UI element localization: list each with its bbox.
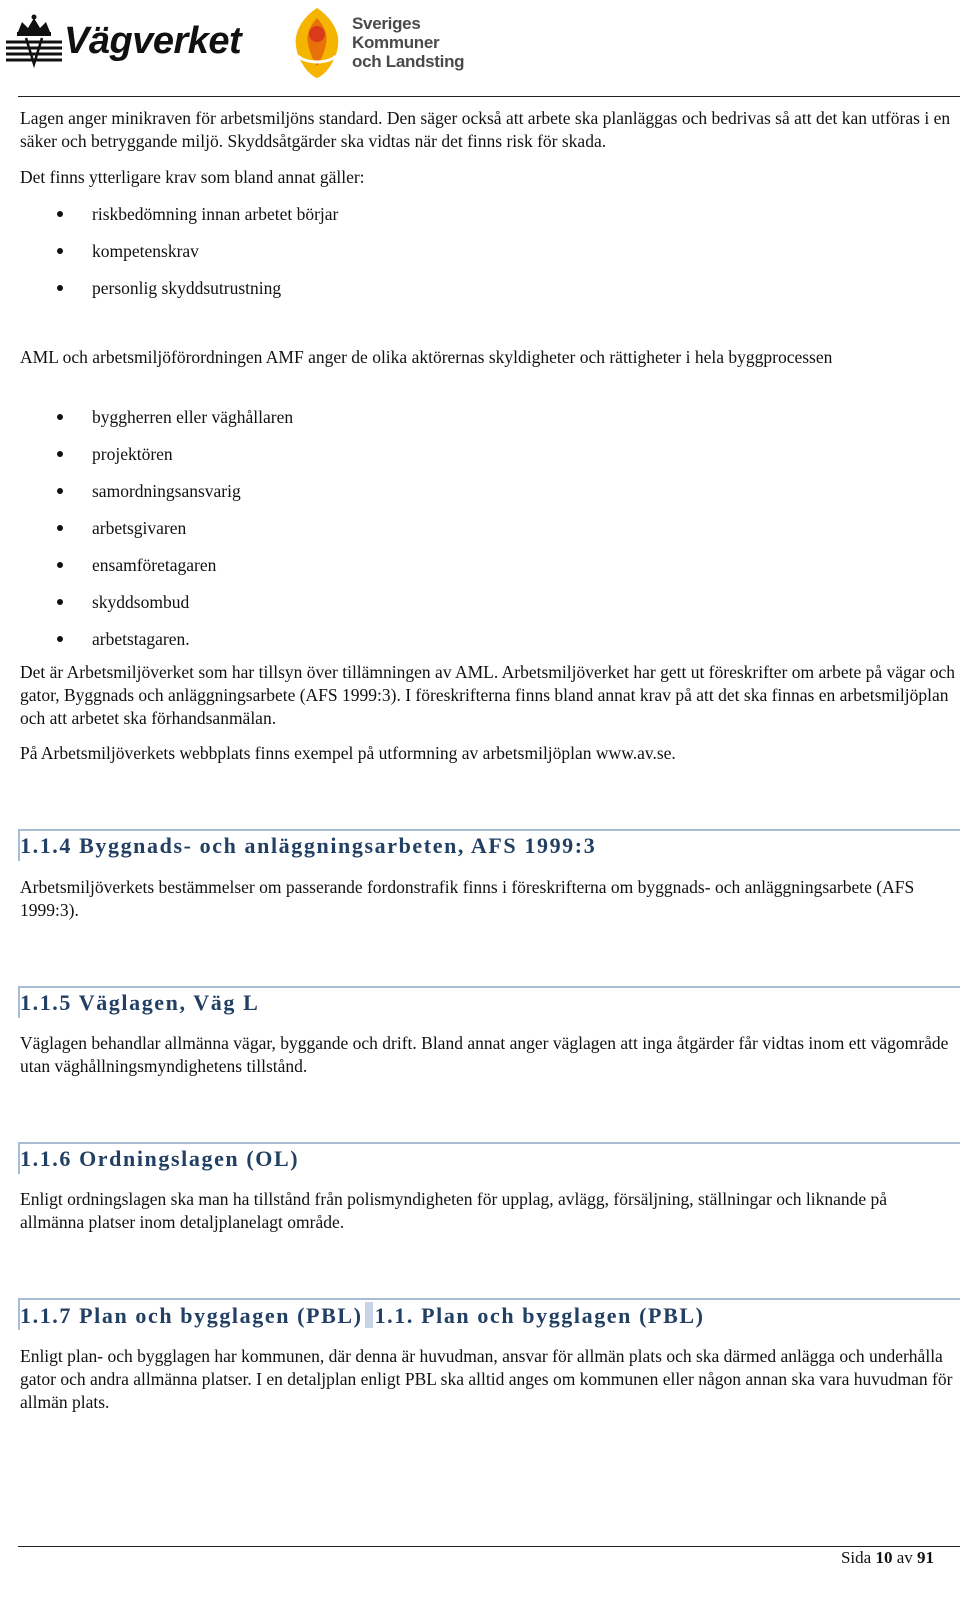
requirements-list xyxy=(56,203,338,314)
bullet-icon xyxy=(57,211,63,217)
bullet-icon xyxy=(57,525,63,531)
list-item xyxy=(56,443,293,480)
bullet-icon xyxy=(57,636,63,642)
list-item-text: byggherren eller väghållaren xyxy=(92,407,294,427)
section-body-1-1-6: Enligt ordningslagen ska man ha tillstånd från polismyndigheten för upplag, avlägg, försäljning, ställningar och liknande på allmänna platser inom detaljplanelagt område. xyxy=(20,1189,888,1232)
page-number xyxy=(841,1548,934,1568)
vagverket-logo-text: Vägverket xyxy=(64,20,242,62)
list-item xyxy=(56,277,338,314)
section-heading-1-1-4: 1.1.4 Byggnads- och anläggningsarbeten, AFS 1999:3 xyxy=(20,833,597,858)
list-item xyxy=(56,240,338,277)
bullet-icon xyxy=(57,488,63,494)
intro-paragraph-2: Det finns ytterligare krav som bland annat gäller: xyxy=(20,167,365,187)
page-separator: av xyxy=(896,1548,913,1567)
list-item-text: samordningsansvarig xyxy=(92,481,241,501)
page-prefix: Sida xyxy=(840,1548,872,1567)
bullet-icon xyxy=(57,414,63,420)
skl-logo-text xyxy=(352,14,464,71)
list-item-text: riskbedömning innan arbetet börjar xyxy=(92,204,339,224)
bullet-icon xyxy=(57,451,63,457)
skl-flame-logo-icon xyxy=(288,4,346,80)
page-current: 10 xyxy=(875,1548,893,1567)
arbetsmiljoverket-paragraph: Det är Arbetsmiljöverket som har tillsyn över tillämningen av AML. Arbetsmiljöverket har gett ut föreskrifter om arbete på vägar och gator, Byggnads och anläggningsarbete (AFS 1999:3). I föreskrifterna finns bland annat krav på att det ska finnas en arbetsmiljöplan och att arbetet ska förhandsanmälan. xyxy=(20,662,956,728)
actors-list xyxy=(56,406,293,665)
section-heading-1-1-7-text: 1.1.7 Plan och bygglagen (PBL) xyxy=(20,1303,363,1328)
list-item-text: arbetstagaren. xyxy=(92,629,190,649)
list-item-text: kompetenskrav xyxy=(92,241,199,261)
section-heading-1-1-7 xyxy=(20,1302,705,1329)
list-item-text: projektören xyxy=(92,444,173,464)
section-body-1-1-5: Väglagen behandlar allmänna vägar, byggande och drift. Bland annat anger väglagen att inga åtgärder får vidtas inom ett vägområde utan väghållningsmyndighetens tillstånd. xyxy=(20,1033,949,1076)
header-divider xyxy=(18,96,960,97)
footer-divider xyxy=(18,1546,960,1547)
list-item xyxy=(56,554,293,591)
list-item xyxy=(56,406,293,443)
field-marker xyxy=(365,1302,373,1328)
bullet-icon xyxy=(57,285,63,291)
list-item xyxy=(56,628,293,665)
skl-logo-line-3: och Landsting xyxy=(352,52,465,71)
list-item xyxy=(56,591,293,628)
skl-logo-line-2: Kommuner xyxy=(352,33,440,52)
list-item xyxy=(56,203,338,240)
actors-paragraph: AML och arbetsmiljöförordningen AMF anger de olika aktörernas skyldigheter och rättigheter i hela byggprocessen xyxy=(20,347,833,367)
page-header xyxy=(0,0,960,96)
section-heading-duplicate-text: 1.1. Plan och bygglagen (PBL) xyxy=(374,1303,705,1328)
bullet-icon xyxy=(57,599,63,605)
vagverket-crown-logo-icon xyxy=(4,14,64,68)
list-item xyxy=(56,517,293,554)
section-body-1-1-4: Arbetsmiljöverkets bestämmelser om passerande fordonstrafik finns i föreskrifterna om byggnads- och anläggningsarbete (AFS 1999:3). xyxy=(20,877,915,920)
webbplats-paragraph: På Arbetsmiljöverkets webbplats finns exempel på utformning av arbetsmiljöplan www.av.se. xyxy=(20,743,676,763)
bullet-icon xyxy=(57,562,63,568)
list-item-text: arbetsgivaren xyxy=(92,518,187,538)
bullet-icon xyxy=(57,248,63,254)
section-heading-1-1-6: 1.1.6 Ordningslagen (OL) xyxy=(20,1146,300,1171)
page-total: 91 xyxy=(917,1548,934,1567)
list-item-text: skyddsombud xyxy=(92,592,190,612)
list-item-text: ensamföretagaren xyxy=(92,555,217,575)
section-body-1-1-7: Enligt plan- och bygglagen har kommunen, där denna är huvudman, ansvar för allmän plats och ska därmed anlägga och underhålla gator och andra allmänna platser. I en detaljplan enligt PBL ska alltid anges om kommunen eller någon annan ska vara huvudman för allmän plats. xyxy=(20,1346,953,1412)
list-item xyxy=(56,480,293,517)
section-heading-1-1-5: 1.1.5 Väglagen, Väg L xyxy=(20,990,260,1015)
list-item-text: personlig skyddsutrustning xyxy=(92,278,282,298)
intro-paragraph-1: Lagen anger minikraven för arbetsmiljöns standard. Den säger också att arbete ska planläggas och bedrivas så att det kan utföras i en säker och betryggande miljö. Skyddsåtgärder ska vidtas när det finns risk för skada. xyxy=(20,108,951,151)
skl-logo-line-1: Sveriges xyxy=(352,14,421,33)
